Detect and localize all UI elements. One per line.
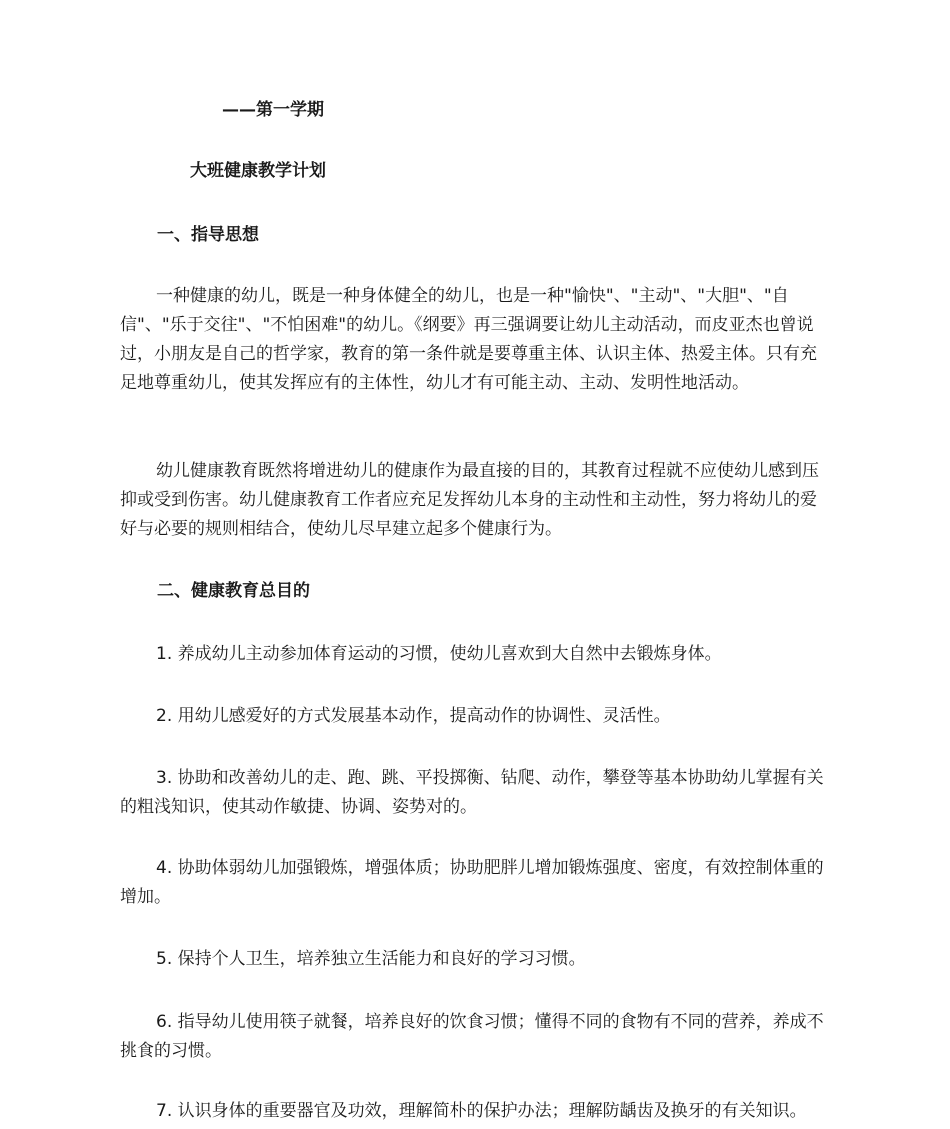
list-item: 2. 用幼儿感爱好的方式发展基本动作，提高动作的协调性、灵活性。 xyxy=(156,706,671,726)
paragraph: 幼儿健康教育既然将增进幼儿的健康作为最直接的目的，其教育过程就不应使幼儿感到压抑或受到伤害。幼儿健康教育工作者应充足发挥幼儿本身的主动性和主动性，努力将幼儿的爱好与必要的规则相结合，使幼儿尽早建立起多个健康行为。 xyxy=(120,461,819,539)
list-item: 4. 协助体弱幼儿加强锻炼，增强体质；协助肥胖儿增加锻炼强度、密度，有效控制体重的增加。 xyxy=(120,858,824,907)
section-heading-goals: 二、健康教育总目的 xyxy=(157,581,310,601)
document-title: 大班健康教学计划 xyxy=(190,161,326,181)
list-item: 7. 认识身体的重要器官及功效，理解简朴的保护办法；理解防龋齿及换牙的有关知识。 xyxy=(156,1101,807,1121)
list-item: 1. 养成幼儿主动参加体育运动的习惯，使幼儿喜欢到大自然中去锻炼身体。 xyxy=(156,644,722,664)
list-item: 3. 协助和改善幼儿的走、跑、跳、平投掷衡、钻爬、动作，攀登等基本协助幼儿掌握有关的粗浅知识，使其动作敏捷、协调、姿势对的。 xyxy=(120,768,824,817)
list-item: 6. 指导幼儿使用筷子就餐，培养良好的饮食习惯；懂得不同的食物有不同的营养，养成不挑食的习惯。 xyxy=(120,1012,824,1061)
list-item: 5. 保持个人卫生，培养独立生活能力和良好的学习习惯。 xyxy=(156,949,586,969)
document-subtitle: ——第一学期 xyxy=(222,100,324,120)
paragraph: 一种健康的幼儿，既是一种身体健全的幼儿，也是一种"愉快"、"主动"、"大胆"、"自信"、"乐于交往"、"不怕困难"的幼儿。《纲要》再三强调要让幼儿主动活动，而皮亚杰也曾说过，小朋友是自己的哲学家，教育的第一条件就是要尊重主体、认识主体、热爱主体。只有充足地尊重幼儿，使其发挥应有的主体性，幼儿才有可能主动、主动、发明性地活动。 xyxy=(120,286,817,393)
section-heading-guiding-thought: 一、指导思想 xyxy=(157,225,259,245)
